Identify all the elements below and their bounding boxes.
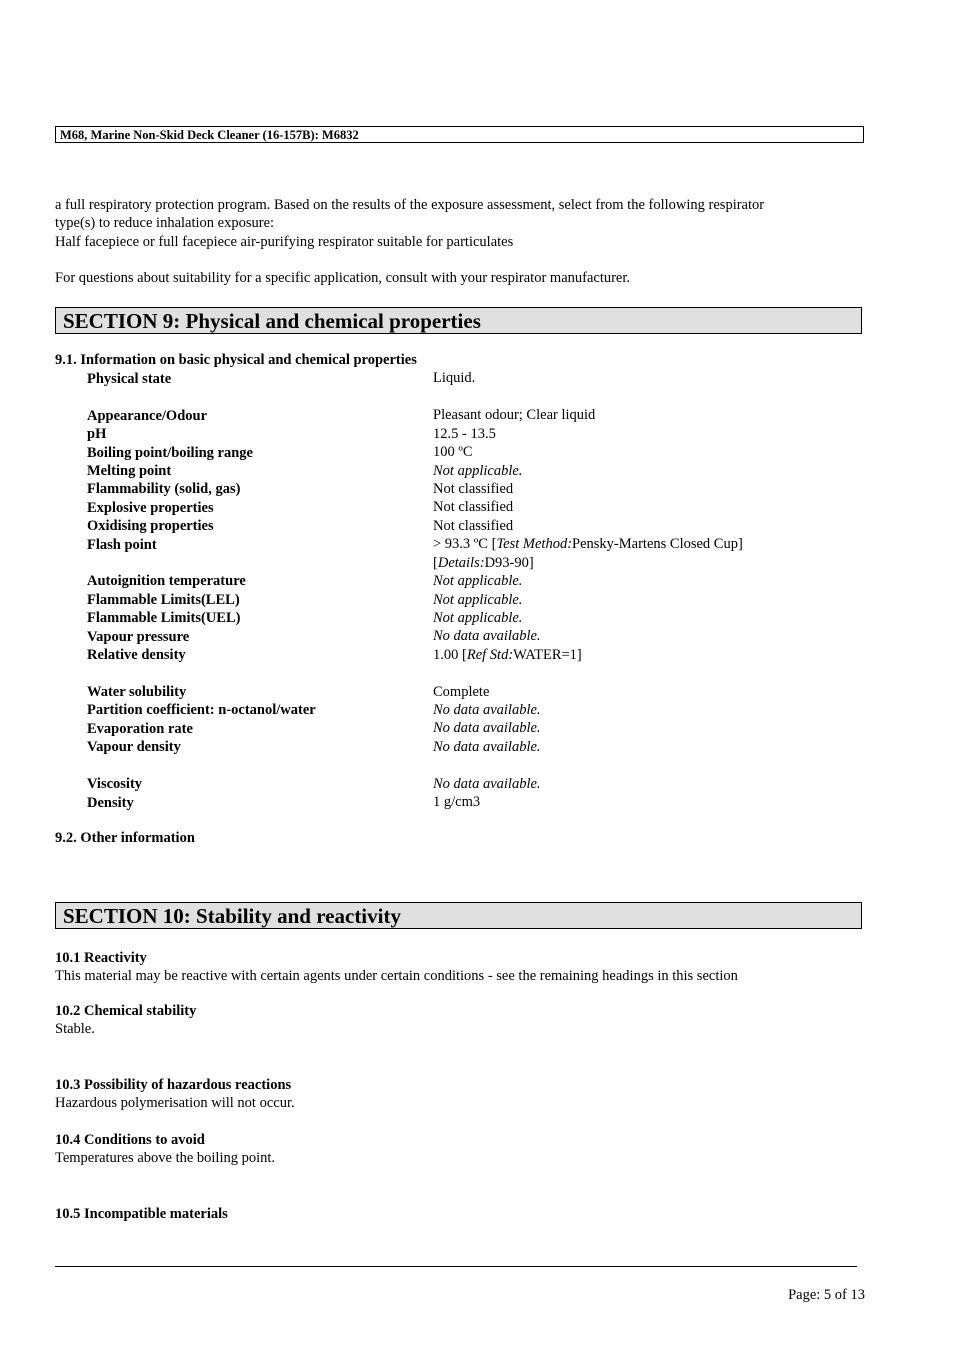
property-label: Flammable Limits(LEL)	[87, 592, 240, 608]
property-value: Complete	[433, 684, 490, 700]
subsection-9-1-heading: 9.1. Information on basic physical and chemical properties	[55, 352, 417, 368]
subsection-9-2-heading: 9.2. Other information	[55, 830, 195, 846]
section-9-title: SECTION 9: Physical and chemical properties	[55, 307, 862, 334]
property-label: Water solubility	[87, 684, 187, 700]
property-label: Viscosity	[87, 776, 143, 792]
subsection-10-4-heading: 10.4 Conditions to avoid	[55, 1132, 205, 1148]
property-value: Liquid.	[433, 370, 476, 386]
property-value-relative-density: 1.00 [Ref Std:WATER=1]	[433, 647, 582, 663]
property-label: Flammability (solid, gas)	[87, 481, 241, 497]
property-value: 100 ºC	[433, 444, 473, 460]
page-number: Page: 5 of 13	[788, 1287, 865, 1303]
property-label: Flammable Limits(UEL)	[87, 610, 241, 626]
subsection-10-4-text: Temperatures above the boiling point.	[55, 1150, 276, 1166]
property-label: Explosive properties	[87, 500, 214, 516]
property-value: Not classified	[433, 499, 514, 515]
property-value: 1 g/cm3	[433, 794, 481, 810]
intro-line-1: a full respiratory protection program. Based on the results of the exposure assessment, select from the following respirator	[55, 197, 765, 213]
property-value: Not applicable.	[433, 463, 523, 479]
property-label: Flash point	[87, 537, 157, 553]
property-value-flash-point: > 93.3 ºC [Test Method:Pensky-Martens Closed Cup]	[433, 536, 743, 552]
property-value: Not applicable.	[433, 610, 523, 626]
document-header: M68, Marine Non-Skid Deck Cleaner (16-157B): M6832	[55, 126, 864, 143]
subsection-10-5-heading: 10.5 Incompatible materials	[55, 1206, 228, 1222]
property-value: No data available.	[433, 628, 541, 644]
property-value: No data available.	[433, 739, 541, 755]
property-label: Density	[87, 795, 134, 811]
property-label: Partition coefficient: n-octanol/water	[87, 702, 316, 718]
property-label: Boiling point/boiling range	[87, 445, 253, 461]
property-value: Not applicable.	[433, 573, 523, 589]
property-value: No data available.	[433, 702, 541, 718]
property-label: Vapour density	[87, 739, 181, 755]
property-value: Not classified	[433, 481, 514, 497]
property-value-flash-point-details: [Details:D93-90]	[433, 555, 534, 571]
property-label: Physical state	[87, 371, 172, 387]
property-label: pH	[87, 426, 107, 442]
subsection-10-1-heading: 10.1 Reactivity	[55, 950, 147, 966]
property-label: Vapour pressure	[87, 629, 190, 645]
property-value: Pleasant odour; Clear liquid	[433, 407, 596, 423]
intro-line-3: Half facepiece or full facepiece air-purifying respirator suitable for particulates	[55, 234, 514, 250]
subsection-10-3-text: Hazardous polymerisation will not occur.	[55, 1095, 295, 1111]
property-label: Melting point	[87, 463, 172, 479]
subsection-10-3-heading: 10.3 Possibility of hazardous reactions	[55, 1077, 292, 1093]
property-label: Evaporation rate	[87, 721, 193, 737]
subsection-10-1-text: This material may be reactive with certain agents under certain conditions - see the remaining headings in this section	[55, 968, 738, 984]
section-10-title: SECTION 10: Stability and reactivity	[55, 902, 862, 929]
footer-divider	[55, 1266, 857, 1267]
intro-line-4: For questions about suitability for a specific application, consult with your respirator manufacturer.	[55, 270, 631, 286]
property-value: 12.5 - 13.5	[433, 426, 496, 442]
property-value: No data available.	[433, 776, 541, 792]
property-value: Not applicable.	[433, 592, 523, 608]
property-label: Relative density	[87, 647, 186, 663]
property-value: Not classified	[433, 518, 514, 534]
property-value: No data available.	[433, 720, 541, 736]
property-label: Autoignition temperature	[87, 573, 246, 589]
property-label: Oxidising properties	[87, 518, 214, 534]
property-label: Appearance/Odour	[87, 408, 208, 424]
subsection-10-2-heading: 10.2 Chemical stability	[55, 1003, 197, 1019]
intro-line-2: type(s) to reduce inhalation exposure:	[55, 215, 275, 231]
subsection-10-2-text: Stable.	[55, 1021, 95, 1037]
